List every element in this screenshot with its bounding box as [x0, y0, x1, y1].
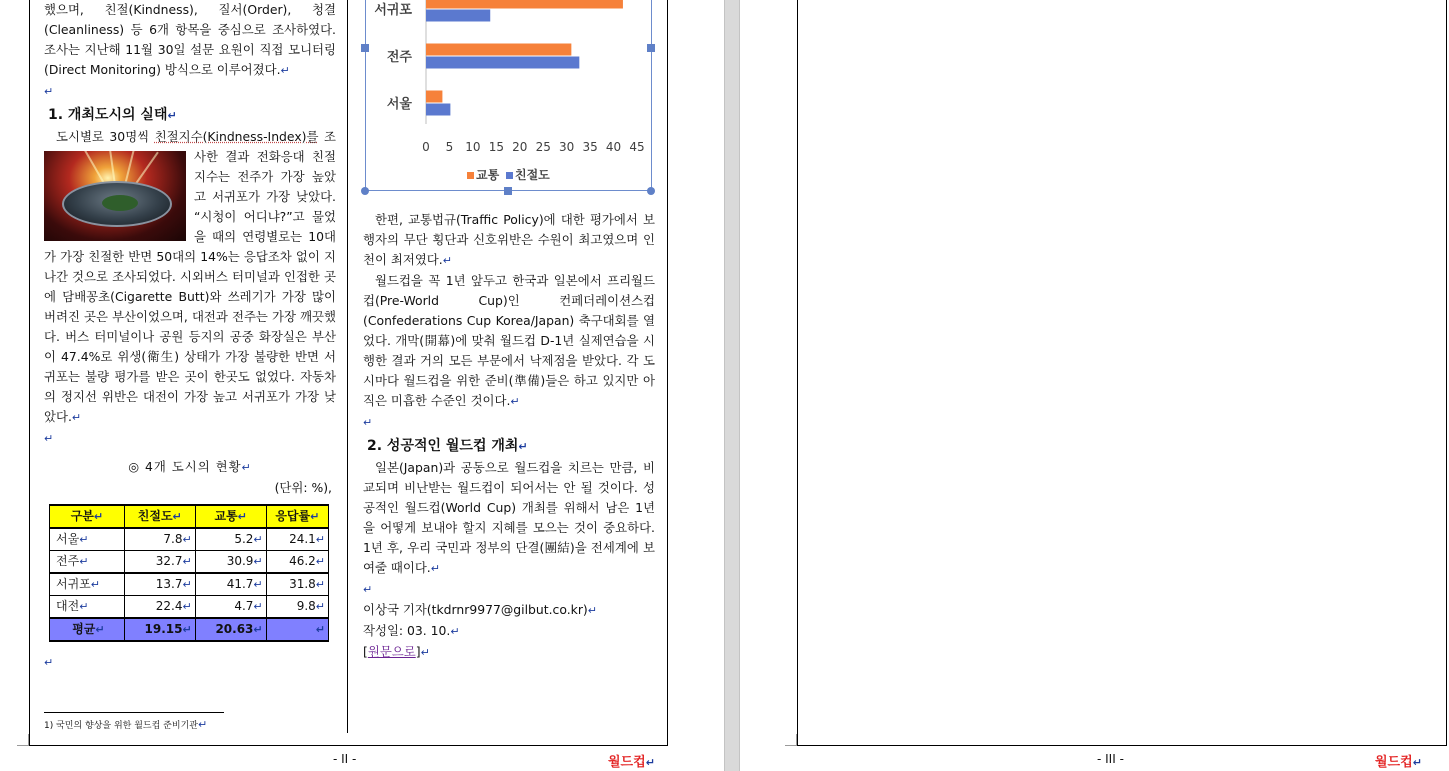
- category-label: 서귀포: [374, 3, 412, 18]
- footnote: 1) 국민의 향상을 위한 월드컵 준비기관↵: [44, 718, 208, 731]
- x-tick-label: 10: [465, 140, 481, 154]
- table-cell: 22.4↵: [124, 596, 195, 619]
- legend-swatch: [506, 172, 513, 179]
- table-title: ◎ 4개 도시의 현황↵: [128, 459, 252, 474]
- x-tick-label: 35: [582, 140, 598, 154]
- table-cell: 19.15↵: [124, 618, 195, 641]
- section1-heading: 1. 개최도시의 실태↵: [48, 107, 177, 123]
- empty-line: ↵: [363, 416, 373, 429]
- resize-handle[interactable]: [361, 187, 369, 195]
- page-2: [0, 0, 724, 771]
- x-tick-label: 30: [559, 140, 575, 154]
- right-column: [363, 210, 655, 663]
- x-tick-label: 20: [512, 140, 528, 154]
- x-tick-label: 40: [605, 140, 622, 154]
- stadium-photo[interactable]: [44, 151, 186, 241]
- paragraph-mark: ↵: [280, 64, 290, 77]
- table-cell: 24.1↵: [266, 528, 328, 551]
- table-header: 구분↵: [50, 505, 125, 528]
- reporter-line: 이상국 기자(tkdrnr9977@gilbut.co.kr)↵: [363, 602, 597, 617]
- bar-친절도: [426, 57, 579, 69]
- legend-swatch: [467, 172, 474, 179]
- left-column: [44, 0, 336, 673]
- corner-mark: [785, 734, 797, 746]
- column-divider: [347, 0, 348, 733]
- table-header: 교통↵: [195, 505, 266, 528]
- page-number: - II -: [333, 752, 357, 766]
- empty-line: ↵: [44, 85, 54, 98]
- legend-label: 교통: [476, 168, 500, 182]
- x-tick-label: 5: [445, 140, 454, 154]
- section2-heading: 2. 성공적인 월드컵 개최↵: [367, 438, 528, 454]
- corner-mark: [17, 734, 29, 746]
- resize-handle[interactable]: [504, 187, 512, 195]
- table-cell: 서귀포↵: [50, 573, 125, 596]
- table-row: [50, 528, 329, 551]
- intro-paragraph: 했으며, 친절(Kindness), 질서(Order), 청결(Cleanliness) 등 6개 항목을 중심으로 조사하였다. 조사는 지난해 11월 30일 설문 요원이 직접 모니터링(Direct Monitoring) 방식으로 이루어졌다.↵: [44, 2, 336, 77]
- table-cell: 46.2↵: [266, 551, 328, 574]
- table-cell: 32.7↵: [124, 551, 195, 574]
- page-number: - III -: [1097, 752, 1124, 766]
- table-average-row: [50, 618, 329, 641]
- page-3: [741, 0, 1449, 771]
- table-cell: 평균↵: [50, 618, 125, 641]
- original-article-link[interactable]: 원문으로: [367, 644, 416, 659]
- city-status-table[interactable]: [49, 504, 329, 642]
- table-cell: 31.8↵: [266, 573, 328, 596]
- kindness-index-term: 친절지수(Kindness-Index)를: [154, 129, 319, 144]
- date-line: 작성일: 03. 10.↵: [363, 623, 460, 638]
- x-tick-label: 15: [488, 140, 504, 154]
- bar-친절도: [426, 10, 490, 22]
- table-cell: ↵: [266, 618, 328, 641]
- bar-교통: [426, 44, 571, 56]
- footnote-separator: [44, 712, 224, 713]
- table-header: 친절도↵: [124, 505, 195, 528]
- table-cell: 대전↵: [50, 596, 125, 619]
- table-header: 응답률↵: [266, 505, 328, 528]
- bar-chart[interactable]: [366, 0, 652, 190]
- table-cell: 13.7↵: [124, 573, 195, 596]
- page-gap: [724, 0, 740, 771]
- bar-친절도: [426, 104, 450, 116]
- table-cell: 7.8↵: [124, 528, 195, 551]
- table-header-row: [50, 505, 329, 528]
- resize-handle[interactable]: [647, 187, 655, 195]
- section1-paragraph: 도시별로 30명씩 친절지수(Kindness-Index)를 조사한 결과 전화응대 친절지수는 전주가 가장 높았고 서귀포가 가장 낮았다. “시청이 어디냐?”고 물었을 때의 연령별로는 10대가 가장 친절한 반면 50대의 14%는 응답조차 없이 지나간 것으로 조사되었다. 시외버스 터미널과 인접한 곳에 담배꽁초(Cigarette Butt)와 쓰레기가 가장 많이 버려진 곳은 부산이었으며, 대전과 전주는 가장 깨끗했다. 버스 터미널이나 공원 등지의 공중 화장실은 부산이 47.4%로 위생(衛生) 상태가 가장 불량한 반면 서귀포는 불량 평가를 받은 곳이 한곳도 없었다. 자동차의 정지선 위반은 대전이 가장 높고 서귀포가 가장 낮았다.↵: [44, 129, 336, 424]
- success-paragraph: 일본(Japan)과 공동으로 월드컵을 치르는 만큼, 비교되며 비난받는 월드컵이 되어서는 안 될 것이다. 성공적인 월드컵(World Cup) 개최를 위해서 남은 1년을 어떻게 보내야 할지 지혜를 모으는 것이 중요하다. 1년 후, 우리 국민과 정부의 단결(團結)을 전세계에 보여줄 때이다.↵: [363, 460, 655, 575]
- x-tick-label: 0: [422, 140, 430, 154]
- table-cell: 9.8↵: [266, 596, 328, 619]
- x-tick-label: 25: [535, 140, 551, 154]
- worldcup-paragraph: 월드컵을 꼭 1년 앞두고 한국과 일본에서 프리월드컵(Pre-World Cup)인 컨페더레이션스컵(Confederations Cup Korea/Japan) 축구대회를 열었다. 개막(開幕)에 맞춰 월드컵 D-1년 실제연습을 시행한 결과 거의 모든 부문에서 낙제점을 받았다. 각 도시마다 월드컵을 위한 준비(準備)들은 하고 있지만 아직은 미흡한 수준인 것이다.↵: [363, 273, 655, 408]
- page-3-frame: [797, 0, 1447, 746]
- footer-label: 월드컵↵: [1375, 755, 1422, 770]
- empty-line: ↵: [44, 656, 54, 669]
- table-cell: 서울↵: [50, 528, 125, 551]
- traffic-paragraph: 한편, 교통법규(Traffic Policy)에 대한 평가에서 보행자의 무단 횡단과 신호위반은 수원이 최고였으며 인천이 최저였다.↵: [363, 212, 655, 267]
- table-unit: (단위: %),: [274, 480, 332, 495]
- category-label: 서울: [386, 97, 412, 112]
- table-row: [50, 573, 329, 596]
- table-cell: 20.63↵: [195, 618, 266, 641]
- resize-handle[interactable]: [361, 44, 369, 52]
- empty-line: ↵: [363, 583, 373, 596]
- bar-교통: [426, 0, 623, 9]
- source-line: [원문으로]↵: [363, 644, 430, 659]
- category-label: 전주: [386, 50, 412, 65]
- table-row: [50, 596, 329, 619]
- footer-label: 월드컵↵: [608, 755, 655, 770]
- resize-handle[interactable]: [647, 44, 655, 52]
- table-cell: 5.2↵: [195, 528, 266, 551]
- table-cell: 전주↵: [50, 551, 125, 574]
- x-tick-label: 45: [629, 140, 645, 154]
- table-row: [50, 551, 329, 574]
- legend-label: 친절도: [515, 168, 550, 182]
- table-cell: 4.7↵: [195, 596, 266, 619]
- table-cell: 30.9↵: [195, 551, 266, 574]
- empty-line: ↵: [44, 432, 54, 445]
- bar-교통: [426, 91, 442, 103]
- table-cell: 41.7↵: [195, 573, 266, 596]
